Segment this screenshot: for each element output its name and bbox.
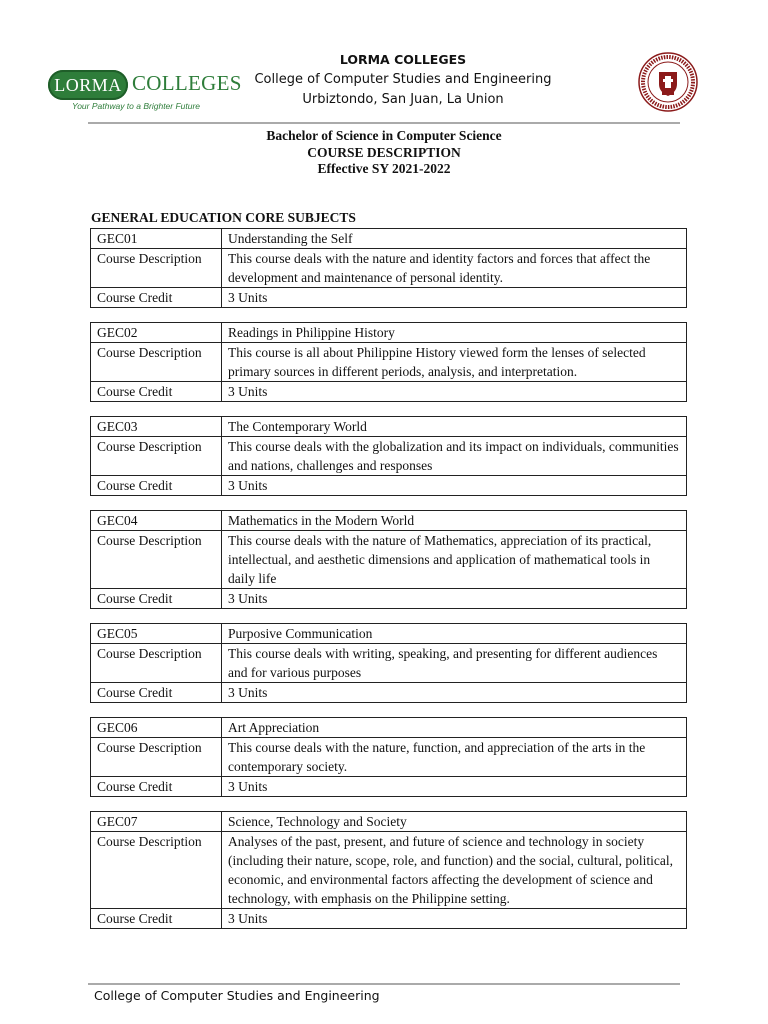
course-description: Analyses of the past, present, and future of science and technology in society (including their nature, scope, role, and function) and the social, cultural, political, economic, and environmental factors affecting the development of science and technology, with emphasis on the Philippine setting. [222,832,687,909]
course-code-row [91,624,687,644]
course-description: This course is all about Philippine History viewed form the lenses of selected primary sources in different periods, analysis, and interpretation. [222,343,687,382]
course-title: Readings in Philippine History [222,323,687,343]
course-credit: 3 Units [222,288,687,308]
course-code: GEC05 [91,624,222,644]
course-credit: 3 Units [222,382,687,402]
course-description-row [91,249,687,288]
course-credit-row [91,288,687,308]
course-code-row [91,417,687,437]
course-title: Understanding the Self [222,229,687,249]
description-label: Course Description [91,644,222,683]
course-table [90,623,687,703]
description-label: Course Description [91,343,222,382]
course-credit: 3 Units [222,589,687,609]
credit-label: Course Credit [91,288,222,308]
course-title: Art Appreciation [222,718,687,738]
description-label: Course Description [91,437,222,476]
college-address: Urbiztondo, San Juan, La Union [302,92,504,107]
course-credit-row [91,382,687,402]
effective-year: Effective SY 2021-2022 [317,161,451,176]
credit-label: Course Credit [91,382,222,402]
course-description: This course deals with the globalization and its impact on individuals, communities and nations, challenges and responses [222,437,687,476]
course-credit-row [91,476,687,496]
description-label: Course Description [91,832,222,909]
logo-wordmark: COLLEGES [132,71,242,95]
course-code: GEC01 [91,229,222,249]
logo-badge: LORMA [48,70,128,100]
header-text [248,50,558,110]
document-header [0,0,768,125]
header-divider [88,122,680,124]
course-description-row [91,644,687,683]
credit-label: Course Credit [91,683,222,703]
course-description: This course deals with the nature of Mathematics, appreciation of its practical, intellectual, and aesthetic dimensions and application of mathematical tools in daily life [222,531,687,589]
course-credit: 3 Units [222,476,687,496]
logo-tagline: Your Pathway to a Brighter Future [72,101,201,111]
footer-text: College of Computer Studies and Engineering [94,988,380,1003]
course-credit: 3 Units [222,909,687,929]
description-label: Course Description [91,249,222,288]
course-description-row [91,531,687,589]
course-code: GEC03 [91,417,222,437]
course-description-row [91,437,687,476]
course-title: The Contemporary World [222,417,687,437]
section-heading: GENERAL EDUCATION CORE SUBJECTS [91,210,356,225]
credit-label: Course Credit [91,909,222,929]
college-seal-icon [638,52,698,112]
course-code-row [91,511,687,531]
course-description-row [91,738,687,777]
course-table [90,228,687,308]
footer-divider [88,983,680,985]
course-title: Mathematics in the Modern World [222,511,687,531]
course-table [90,416,687,496]
course-code-row [91,718,687,738]
institution-name: LORMA COLLEGES [339,52,467,67]
lorma-logo [48,70,242,116]
description-label: Course Description [91,531,222,589]
credit-label: Course Credit [91,589,222,609]
course-description: This course deals with the nature, function, and appreciation of the arts in the contemporary society. [222,738,687,777]
course-description: This course deals with the nature and identity factors and forces that affect the development and maintenance of personal identity. [222,249,687,288]
course-code-row [91,323,687,343]
credit-label: Course Credit [91,777,222,797]
program-title: Bachelor of Science in Computer Science [266,128,502,143]
course-credit-row [91,909,687,929]
course-code-row [91,812,687,832]
college-name: College of Computer Studies and Engineering [254,72,552,87]
course-code-row [91,229,687,249]
document-title [200,128,568,178]
course-credit-row [91,683,687,703]
course-credit: 3 Units [222,777,687,797]
credit-label: Course Credit [91,476,222,496]
course-table [90,811,687,929]
course-code: GEC06 [91,718,222,738]
course-table [90,717,687,797]
course-description: This course deals with writing, speaking, and presenting for different audiences and for various purposes [222,644,687,683]
course-credit-row [91,589,687,609]
course-code: GEC04 [91,511,222,531]
course-table [90,322,687,402]
course-table [90,510,687,609]
course-credit: 3 Units [222,683,687,703]
course-credit-row [91,777,687,797]
course-description-row [91,832,687,909]
document-type: COURSE DESCRIPTION [307,144,461,160]
course-description-row [91,343,687,382]
course-code: GEC07 [91,812,222,832]
description-label: Course Description [91,738,222,777]
course-title: Purposive Communication [222,624,687,644]
course-title: Science, Technology and Society [222,812,687,832]
course-code: GEC02 [91,323,222,343]
